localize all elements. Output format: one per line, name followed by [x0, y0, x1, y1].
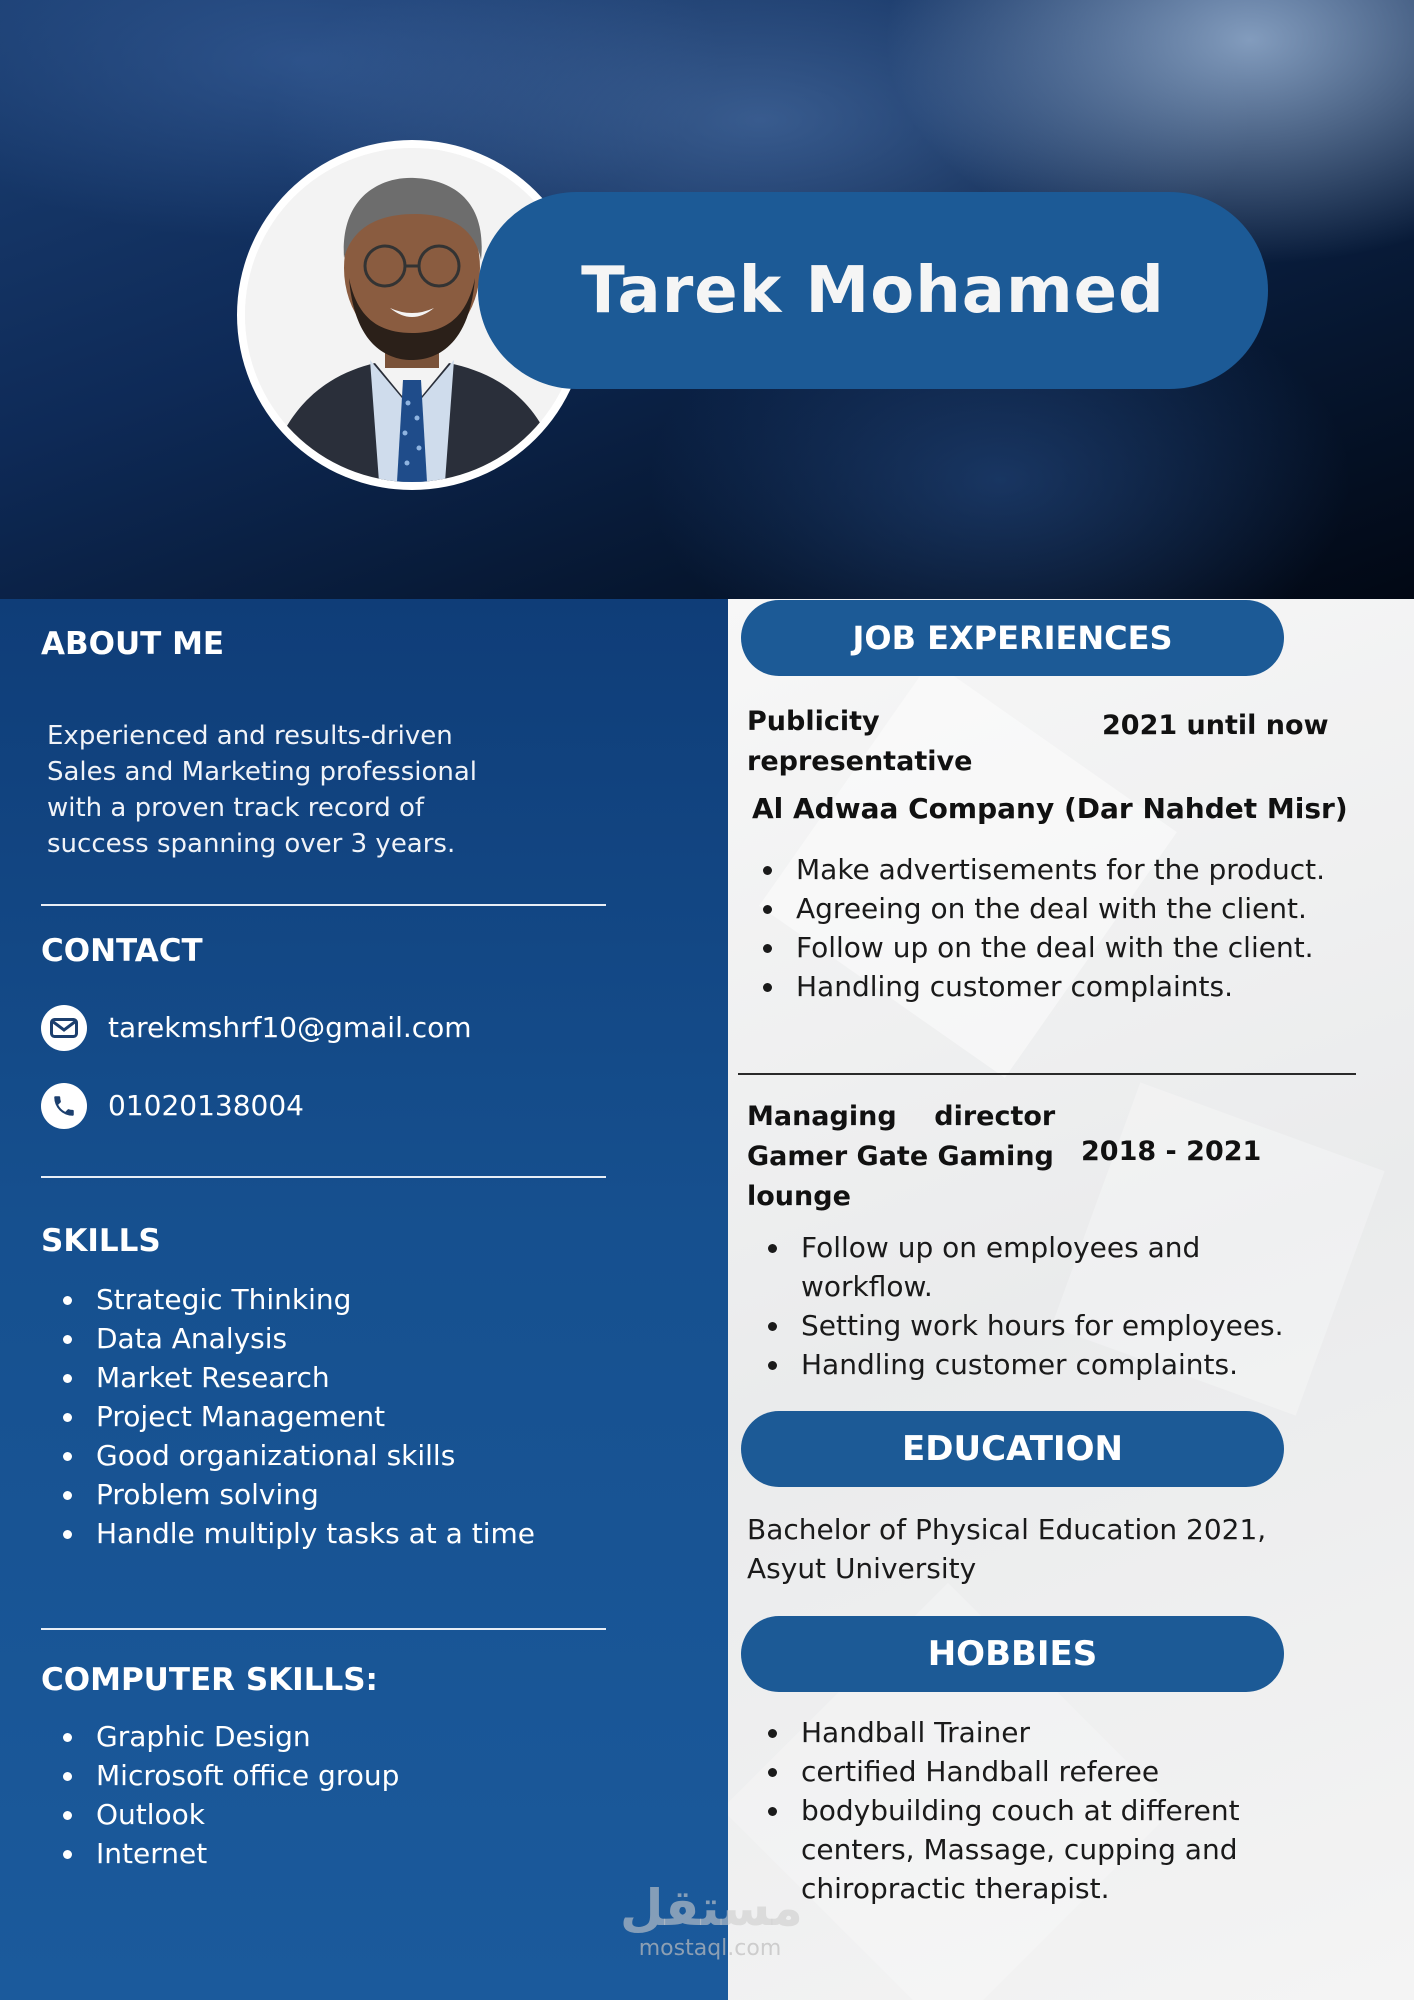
left-panel	[0, 599, 728, 2000]
list-item: Make advertisements for the product.	[741, 850, 1331, 889]
job-duties-list	[741, 850, 1331, 1006]
contact-email	[41, 1005, 641, 1055]
list-item: Problem solving	[41, 1475, 535, 1514]
computer-skills-list	[41, 1717, 399, 1873]
education-text: Bachelor of Physical Education 2021, Asyut University	[747, 1513, 1267, 1585]
list-item: Graphic Design	[41, 1717, 399, 1756]
divider	[41, 904, 606, 906]
contact-phone	[41, 1083, 641, 1133]
job-title-line: lounge	[747, 1181, 851, 1212]
list-item: Handling customer complaints.	[746, 1345, 1336, 1384]
job-experiences-header: JOB EXPERIENCES	[741, 600, 1284, 676]
job-title-line: Gamer Gate Gaming	[747, 1141, 1054, 1172]
list-item: Microsoft office group	[41, 1756, 399, 1795]
list-item: bodybuilding couch at different centers, Massage, cupping and chiropractic therapist.	[746, 1791, 1306, 1908]
phone-icon	[41, 1083, 87, 1129]
list-item: Handling customer complaints.	[741, 967, 1331, 1006]
list-item: Handball Trainer	[746, 1713, 1306, 1752]
list-item: Market Research	[41, 1358, 535, 1397]
computer-skills-title: COMPUTER SKILLS:	[41, 1662, 378, 1698]
job-title-line: Publicity	[747, 706, 880, 737]
list-item: Agreeing on the deal with the client.	[741, 889, 1331, 928]
company-name: Al Adwaa Company (Dar Nahdet Misr)	[752, 792, 1348, 825]
about-title: ABOUT ME	[41, 626, 225, 662]
divider	[41, 1628, 606, 1630]
job-duties-list	[746, 1228, 1336, 1384]
list-item: Outlook	[41, 1795, 399, 1834]
watermark-latin: mostaql.com	[638, 1936, 782, 1961]
name-banner	[478, 192, 1268, 389]
divider	[738, 1073, 1356, 1075]
list-item: Good organizational skills	[41, 1436, 535, 1475]
list-item: Follow up on employees and workflow.	[746, 1228, 1336, 1306]
skills-list	[41, 1280, 535, 1553]
person-name: Tarek Mohamed	[581, 253, 1165, 328]
list-item: Follow up on the deal with the client.	[741, 928, 1331, 967]
hobbies-list	[746, 1713, 1306, 1908]
watermark-arabic: مستقل	[620, 1879, 803, 1937]
header-banner	[0, 0, 1414, 599]
list-item: Data Analysis	[41, 1319, 535, 1358]
list-item: Internet	[41, 1834, 399, 1873]
watermark-logo	[620, 1878, 803, 1968]
job-date: 2021 until now	[1102, 710, 1329, 741]
email-link[interactable]: tarekmshrf10@gmail.com	[108, 1011, 472, 1044]
education-header: EDUCATION	[741, 1411, 1284, 1487]
list-item: Project Management	[41, 1397, 535, 1436]
list-item: Setting work hours for employees.	[746, 1306, 1336, 1345]
job-date: 2018 - 2021	[1081, 1136, 1262, 1167]
job-title-line: Managing director	[747, 1101, 1056, 1132]
list-item: certified Handball referee	[746, 1752, 1306, 1791]
skills-title: SKILLS	[41, 1223, 161, 1259]
list-item: Handle multiply tasks at a time	[41, 1514, 535, 1553]
phone-number: 01020138004	[108, 1089, 304, 1122]
contact-title: CONTACT	[41, 933, 203, 969]
divider	[41, 1176, 606, 1178]
job-title-line: representative	[747, 746, 973, 777]
right-panel	[728, 599, 1414, 2000]
about-text: Experienced and results-driven Sales and Marketing professional with a proven track record of success spanning over 3 years.	[47, 721, 478, 859]
hobbies-header: HOBBIES	[741, 1616, 1284, 1692]
list-item: Strategic Thinking	[41, 1280, 535, 1319]
envelope-icon	[41, 1005, 87, 1051]
